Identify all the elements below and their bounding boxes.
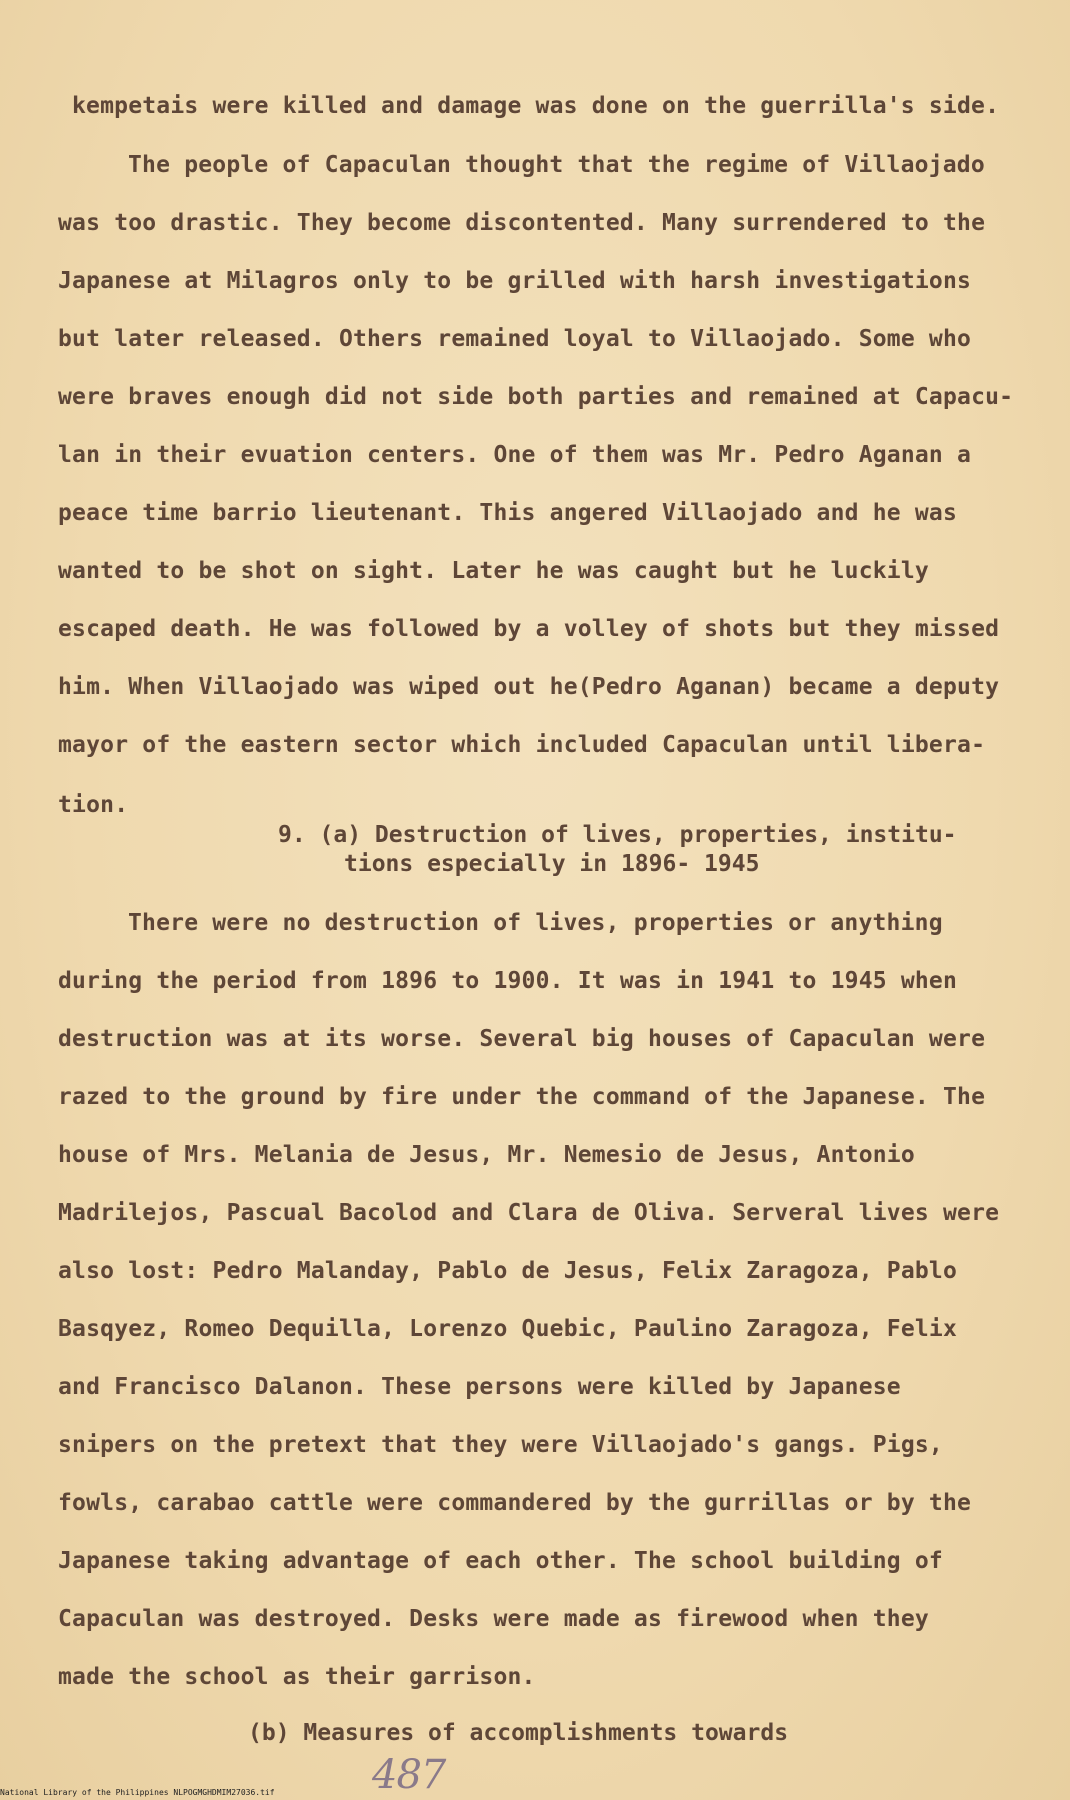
section-heading-b: (b) Measures of accomplishments towards <box>248 1720 789 1746</box>
text-line: also lost: Pedro Malanday, Pablo de Jesus, Felix Zaragoza, Pablo <box>58 1258 958 1284</box>
text-line: lan in their evuation centers. One of them was Mr. Pedro Aganan a <box>58 442 972 468</box>
text-line: peace time barrio lieutenant. This angered Villaojado and he was <box>58 500 958 526</box>
text-line: tion. <box>58 792 129 818</box>
text-line: made the school as their garrison. <box>58 1664 536 1690</box>
text-line: were braves enough did not side both parties and remained at Capacu- <box>58 384 1014 410</box>
text-line: Japanese taking advantage of each other. The school building of <box>58 1548 943 1574</box>
text-line: Capaculan was destroyed. Desks were made as firewood when they <box>58 1606 929 1632</box>
text-line: fowls, carabao cattle were commandered by the gurrillas or by the <box>58 1490 972 1516</box>
text-line: Basqyez, Romeo Dequilla, Lorenzo Quebic, Paulino Zaragoza, Felix <box>58 1316 958 1342</box>
text-line: mayor of the eastern sector which included Capaculan until libera- <box>58 732 986 758</box>
section-heading-9a-cont: tions especially in 1896- 1945 <box>344 851 760 877</box>
text-line: destruction was at its worse. Several big houses of Capaculan were <box>58 1026 986 1052</box>
section-heading-9a: 9. (a) Destruction of lives, properties, institu- <box>278 822 957 848</box>
text-line: during the period from 1896 to 1900. It was in 1941 to 1945 when <box>58 968 958 994</box>
text-line: kempetais were killed and damage was done on the guerrilla's side. <box>72 93 1000 119</box>
scan-footer: National Library of the Philippines NLPOGMGHDMIM27036.tif <box>0 1788 275 1797</box>
text-line: The people of Capaculan thought that the regime of Villaojado <box>128 152 985 178</box>
text-line: escaped death. He was followed by a volley of shots but they missed <box>58 616 1000 642</box>
handwritten-page-number: 487 <box>372 1752 446 1798</box>
text-line: Madrilejos, Pascual Bacolod and Clara de Oliva. Serveral lives were <box>58 1200 1000 1226</box>
text-line: him. When Villaojado was wiped out he(Pedro Aganan) became a deputy <box>58 674 1000 700</box>
text-line: snipers on the pretext that they were Villaojado's gangs. Pigs, <box>58 1432 943 1458</box>
text-line: and Francisco Dalanon. These persons were killed by Japanese <box>58 1374 901 1400</box>
text-line: house of Mrs. Melania de Jesus, Mr. Nemesio de Jesus, Antonio <box>58 1142 915 1168</box>
text-line: Japanese at Milagros only to be grilled with harsh investigations <box>58 268 972 294</box>
text-line: There were no destruction of lives, properties or anything <box>128 910 943 936</box>
text-line: but later released. Others remained loyal to Villaojado. Some who <box>58 326 972 352</box>
text-line: razed to the ground by fire under the command of the Japanese. The <box>58 1084 986 1110</box>
text-line: was too drastic. They become discontented. Many surrendered to the <box>58 210 986 236</box>
text-line: wanted to be shot on sight. Later he was caught but he luckily <box>58 558 929 584</box>
